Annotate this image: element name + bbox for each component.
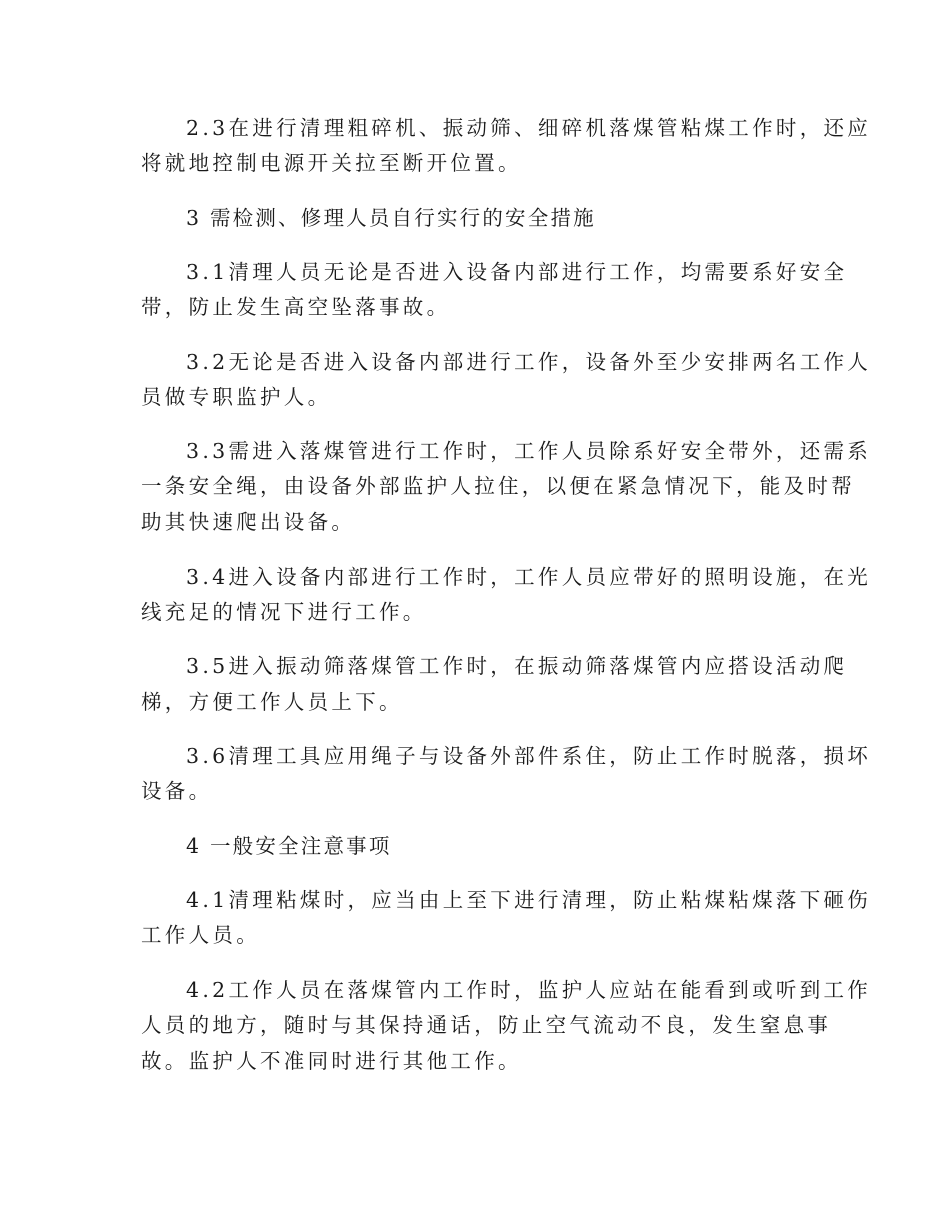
paragraph-3-6-line-2: 设备。 (141, 779, 213, 803)
paragraph-3-4-line-2: 线充足的情况下进行工作。 (141, 600, 427, 624)
paragraph-2-3-line-1: 2.3在进行清理粗碎机、振动筛、细碎机落煤管粘煤工作时，还应 (186, 116, 872, 140)
paragraph-3-2-line-2: 员做专职监护人。 (141, 385, 332, 409)
paragraph-3-5-line-2: 梯，方便工作人员上下。 (141, 690, 403, 714)
paragraph-3-5-line-1: 3.5进入振动筛落煤管工作时，在振动筛落煤管内应搭设活动爬 (186, 654, 848, 678)
paragraph-3-3-line-3: 助其快速爬出设备。 (141, 510, 356, 534)
paragraph-3-2-line-1: 3.2无论是否进入设备内部进行工作，设备外至少安排两名工作人 (186, 350, 872, 374)
paragraph-4-2-line-1: 4.2工作人员在落煤管内工作时，监护人应站在能看到或听到工作 (186, 978, 872, 1002)
paragraph-3-1-line-1: 3.1清理人员无论是否进入设备内部进行工作，均需要系好安全 (186, 260, 848, 284)
section-heading-4: 4 一般安全注意事项 (186, 834, 392, 858)
paragraph-3-1-line-2: 带，防止发生高空坠落事故。 (141, 295, 451, 319)
paragraph-3-4-line-1: 3.4进入设备内部进行工作时，工作人员应带好的照明设施，在光 (186, 565, 872, 589)
paragraph-4-1-line-2: 工作人员。 (141, 923, 260, 947)
paragraph-3-6-line-1: 3.6清理工具应用绳子与设备外部件系住，防止工作时脱落，损坏 (186, 744, 872, 768)
section-heading-3: 3 需检测、修理人员自行实行的安全措施 (186, 206, 596, 230)
paragraph-4-2-line-2: 人员的地方，随时与其保持通话，防止空气流动不良，发生窒息事 (141, 1013, 832, 1037)
paragraph-4-2-line-3: 故。监护人不准同时进行其他工作。 (141, 1049, 522, 1073)
paragraph-3-3-line-2: 一条安全绳，由设备外部监护人拉住，以便在紧急情况下，能及时帮 (141, 474, 855, 498)
paragraph-4-1-line-1: 4.1清理粘煤时，应当由上至下进行清理，防止粘煤粘煤落下砸伤 (186, 888, 872, 912)
paragraph-2-3-line-2: 将就地控制电源开关拉至断开位置。 (141, 151, 522, 175)
paragraph-3-3-line-1: 3.3需进入落煤管进行工作时，工作人员除系好安全带外，还需系 (186, 439, 872, 463)
